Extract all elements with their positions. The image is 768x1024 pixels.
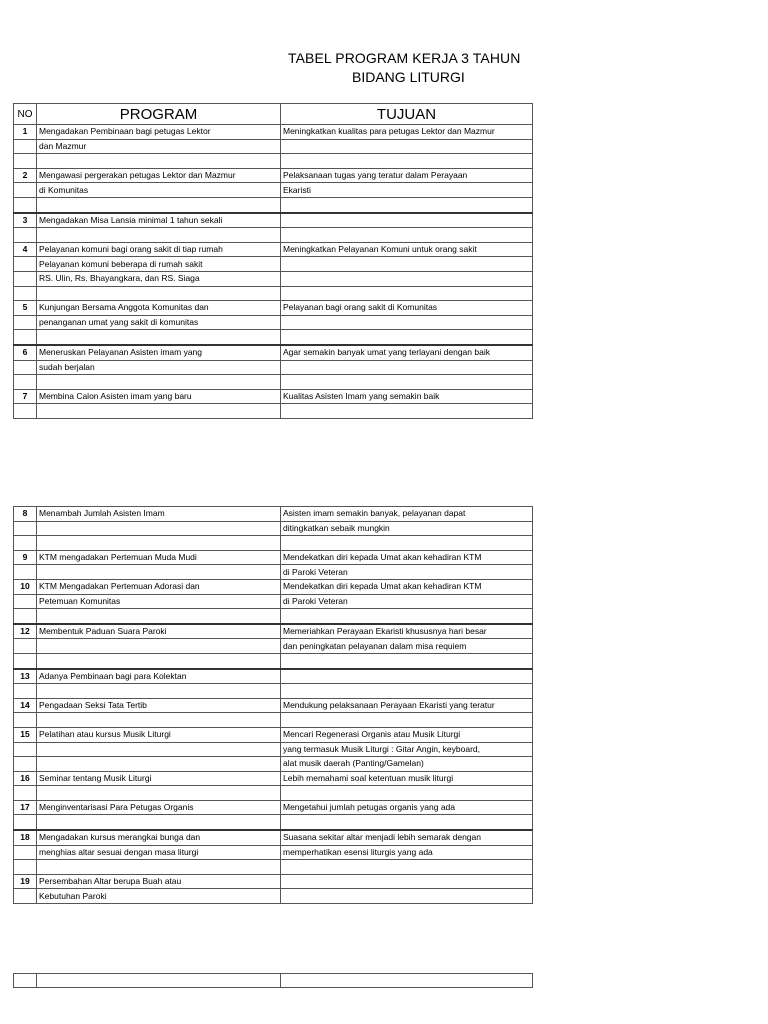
cell-tujuan: memperhatikan esensi liturgis yang ada bbox=[281, 845, 533, 860]
cell-program bbox=[37, 815, 281, 830]
cell-no bbox=[14, 565, 37, 580]
cell-tujuan bbox=[281, 404, 533, 419]
table-row bbox=[14, 536, 533, 551]
cell-no bbox=[14, 315, 37, 330]
cell-tujuan bbox=[281, 786, 533, 801]
table-row bbox=[14, 639, 533, 654]
cell-no bbox=[14, 375, 37, 390]
table-row bbox=[14, 594, 533, 609]
cell-tujuan bbox=[281, 669, 533, 684]
cell-program bbox=[37, 404, 281, 419]
table-row bbox=[14, 345, 533, 360]
cell-program bbox=[37, 757, 281, 772]
cell-no bbox=[14, 845, 37, 860]
cell-tujuan: Memeriahkan Perayaan Ekaristi khususnya hari besar bbox=[281, 624, 533, 639]
cell-tujuan: Asisten imam semakin banyak, pelayanan dapat bbox=[281, 507, 533, 522]
cell-no: 5 bbox=[14, 301, 37, 316]
table-row bbox=[14, 889, 533, 904]
cell-no bbox=[14, 139, 37, 154]
cell-tujuan bbox=[281, 257, 533, 272]
cell-tujuan: Ekaristi bbox=[281, 183, 533, 198]
cell-program bbox=[37, 684, 281, 699]
cell-no: 15 bbox=[14, 727, 37, 742]
cell-tujuan: Mengetahui jumlah petugas organis yang ada bbox=[281, 800, 533, 815]
cell-tujuan bbox=[281, 375, 533, 390]
table-row bbox=[14, 565, 533, 580]
table-row bbox=[14, 330, 533, 345]
cell-tujuan: ditingkatkan sebaik mungkin bbox=[281, 521, 533, 536]
cell-tujuan: yang termasuk Musik Liturgi : Gitar Angin, keyboard, bbox=[281, 742, 533, 757]
table-row bbox=[14, 507, 533, 522]
cell-program bbox=[37, 330, 281, 345]
table-row bbox=[14, 624, 533, 639]
cell-tujuan bbox=[281, 315, 533, 330]
table-row bbox=[14, 830, 533, 845]
cell-no: 12 bbox=[14, 624, 37, 639]
table-row bbox=[14, 360, 533, 375]
cell-tujuan bbox=[281, 213, 533, 228]
cell-program: Kebutuhan Paroki bbox=[37, 889, 281, 904]
cell-tujuan: Mencari Regenerasi Organis atau Musik Liturgi bbox=[281, 727, 533, 742]
cell-no bbox=[14, 757, 37, 772]
cell-no bbox=[14, 183, 37, 198]
cell-tujuan: Mendekatkan diri kepada Umat akan kehadiran KTM bbox=[281, 550, 533, 565]
cell-program: Membina Calon Asisten imam yang baru bbox=[37, 389, 281, 404]
cell-no bbox=[14, 653, 37, 668]
cell-program bbox=[37, 228, 281, 243]
table-row bbox=[14, 242, 533, 257]
table-row bbox=[14, 228, 533, 243]
cell-tujuan: di Paroki Veteran bbox=[281, 565, 533, 580]
cell-no: 6 bbox=[14, 345, 37, 360]
cell-no bbox=[14, 286, 37, 301]
cell-no bbox=[14, 536, 37, 551]
cell-no bbox=[14, 594, 37, 609]
cell-no bbox=[14, 154, 37, 169]
cell-tujuan bbox=[281, 536, 533, 551]
cell-no: 16 bbox=[14, 771, 37, 786]
cell-no bbox=[14, 521, 37, 536]
cell-program: Adanya Pembinaan bagi para Kolektan bbox=[37, 669, 281, 684]
cell-tujuan: Pelayanan bagi orang sakit di Komunitas bbox=[281, 301, 533, 316]
cell-program bbox=[37, 786, 281, 801]
table-row bbox=[14, 800, 533, 815]
cell-no bbox=[14, 974, 37, 988]
table-row bbox=[14, 579, 533, 594]
table-row bbox=[14, 609, 533, 624]
cell-no bbox=[14, 742, 37, 757]
table-row bbox=[14, 301, 533, 316]
cell-program bbox=[37, 639, 281, 654]
table-row bbox=[14, 139, 533, 154]
cell-tujuan bbox=[281, 197, 533, 212]
cell-no: 4 bbox=[14, 242, 37, 257]
cell-tujuan: Mendukung pelaksanaan Perayaan Ekaristi yang teratur bbox=[281, 698, 533, 713]
cell-no bbox=[14, 639, 37, 654]
cell-no: 3 bbox=[14, 213, 37, 228]
table-row bbox=[14, 684, 533, 699]
cell-program: menghias altar sesuai dengan masa liturgi bbox=[37, 845, 281, 860]
cell-program: Menginventarisasi Para Petugas Organis bbox=[37, 800, 281, 815]
cell-tujuan: Mendekatkan diri kepada Umat akan kehadiran KTM bbox=[281, 579, 533, 594]
cell-tujuan: di Paroki Veteran bbox=[281, 594, 533, 609]
cell-no bbox=[14, 815, 37, 830]
table-row bbox=[14, 771, 533, 786]
cell-no bbox=[14, 271, 37, 286]
table-row bbox=[14, 669, 533, 684]
cell-tujuan: alat musik daerah (Panting/Gamelan) bbox=[281, 757, 533, 772]
table-row bbox=[14, 727, 533, 742]
page-title: TABEL PROGRAM KERJA 3 TAHUN bbox=[288, 50, 521, 66]
table-row bbox=[14, 713, 533, 728]
cell-tujuan bbox=[281, 874, 533, 889]
cell-program bbox=[37, 375, 281, 390]
cell-tujuan: Pelaksanaan tugas yang teratur dalam Perayaan bbox=[281, 168, 533, 183]
header-no: NO bbox=[14, 104, 37, 125]
header-tujuan: TUJUAN bbox=[281, 104, 533, 125]
cell-tujuan bbox=[281, 330, 533, 345]
cell-program: Membentuk Paduan Suara Paroki bbox=[37, 624, 281, 639]
cell-tujuan: Lebih memahami soal ketentuan musik liturgi bbox=[281, 771, 533, 786]
table-row bbox=[14, 197, 533, 212]
program-table-part-2 bbox=[13, 506, 533, 904]
cell-program bbox=[37, 609, 281, 624]
cell-tujuan: Suasana sekitar altar menjadi lebih semarak dengan bbox=[281, 830, 533, 845]
cell-no: 18 bbox=[14, 830, 37, 845]
cell-tujuan bbox=[281, 815, 533, 830]
cell-program bbox=[37, 653, 281, 668]
cell-tujuan bbox=[281, 974, 533, 988]
cell-program: Petemuan Komunitas bbox=[37, 594, 281, 609]
cell-no: 9 bbox=[14, 550, 37, 565]
table-row bbox=[14, 257, 533, 272]
table-row bbox=[14, 521, 533, 536]
cell-program: Pengadaan Seksi Tata Tertib bbox=[37, 698, 281, 713]
cell-program bbox=[37, 286, 281, 301]
cell-program: Mengadakan Pembinaan bagi petugas Lektor bbox=[37, 125, 281, 140]
table-row bbox=[14, 786, 533, 801]
cell-program bbox=[37, 974, 281, 988]
cell-no: 13 bbox=[14, 669, 37, 684]
cell-no: 17 bbox=[14, 800, 37, 815]
table-row bbox=[14, 168, 533, 183]
table-row bbox=[14, 757, 533, 772]
cell-no: 8 bbox=[14, 507, 37, 522]
cell-program: Kunjungan Bersama Anggota Komunitas dan bbox=[37, 301, 281, 316]
table-row bbox=[14, 286, 533, 301]
table-row bbox=[14, 874, 533, 889]
header-program: PROGRAM bbox=[37, 104, 281, 125]
cell-no: 10 bbox=[14, 579, 37, 594]
cell-program: penanganan umat yang sakit di komunitas bbox=[37, 315, 281, 330]
cell-program bbox=[37, 565, 281, 580]
cell-no bbox=[14, 713, 37, 728]
cell-no bbox=[14, 609, 37, 624]
cell-program: Meneruskan Pelayanan Asisten imam yang bbox=[37, 345, 281, 360]
page-subtitle: BIDANG LITURGI bbox=[352, 69, 465, 85]
table-row bbox=[14, 815, 533, 830]
cell-tujuan bbox=[281, 889, 533, 904]
cell-program: Pelayanan komuni bagi orang sakit di tiap rumah bbox=[37, 242, 281, 257]
cell-no bbox=[14, 684, 37, 699]
cell-program: Pelatihan atau kursus Musik Liturgi bbox=[37, 727, 281, 742]
cell-program: di Komunitas bbox=[37, 183, 281, 198]
cell-tujuan: dan peningkatan pelayanan dalam misa requiem bbox=[281, 639, 533, 654]
cell-program: sudah berjalan bbox=[37, 360, 281, 375]
cell-program: RS. Ulin, Rs. Bhayangkara, dan RS. Siaga bbox=[37, 271, 281, 286]
cell-program: Mengadakan kursus merangkai bunga dan bbox=[37, 830, 281, 845]
cell-program: Menambah Jumlah Asisten Imam bbox=[37, 507, 281, 522]
cell-no bbox=[14, 360, 37, 375]
cell-program: KTM Mengadakan Pertemuan Adorasi dan bbox=[37, 579, 281, 594]
table-header-row bbox=[14, 104, 533, 125]
cell-no: 19 bbox=[14, 874, 37, 889]
cell-no: 7 bbox=[14, 389, 37, 404]
table-row bbox=[14, 183, 533, 198]
cell-no: 14 bbox=[14, 698, 37, 713]
cell-tujuan: Meningkatkan kualitas para petugas Lektor dan Mazmur bbox=[281, 125, 533, 140]
cell-no bbox=[14, 860, 37, 875]
cell-no bbox=[14, 197, 37, 212]
table-row bbox=[14, 375, 533, 390]
cell-tujuan bbox=[281, 653, 533, 668]
table-row bbox=[14, 154, 533, 169]
cell-no bbox=[14, 228, 37, 243]
table-row bbox=[14, 742, 533, 757]
table-row bbox=[14, 860, 533, 875]
cell-tujuan bbox=[281, 271, 533, 286]
cell-no: 2 bbox=[14, 168, 37, 183]
cell-tujuan bbox=[281, 684, 533, 699]
table-row bbox=[14, 550, 533, 565]
table-row bbox=[14, 213, 533, 228]
table-row bbox=[14, 271, 533, 286]
cell-program bbox=[37, 197, 281, 212]
table-row bbox=[14, 653, 533, 668]
cell-tujuan: Agar semakin banyak umat yang terlayani dengan baik bbox=[281, 345, 533, 360]
cell-program bbox=[37, 154, 281, 169]
cell-tujuan: Meningkatkan Pelayanan Komuni untuk orang sakit bbox=[281, 242, 533, 257]
cell-tujuan bbox=[281, 360, 533, 375]
cell-tujuan bbox=[281, 860, 533, 875]
cell-tujuan bbox=[281, 228, 533, 243]
cell-program bbox=[37, 521, 281, 536]
cell-program: Pelayanan komuni beberapa di rumah sakit bbox=[37, 257, 281, 272]
cell-no bbox=[14, 330, 37, 345]
table-row bbox=[14, 389, 533, 404]
cell-program: Seminar tentang Musik Liturgi bbox=[37, 771, 281, 786]
table-row bbox=[14, 404, 533, 419]
cell-program bbox=[37, 860, 281, 875]
cell-program bbox=[37, 713, 281, 728]
cell-tujuan bbox=[281, 154, 533, 169]
table-row bbox=[14, 845, 533, 860]
cell-tujuan bbox=[281, 139, 533, 154]
cell-no bbox=[14, 889, 37, 904]
program-table-part-1 bbox=[13, 103, 533, 419]
cell-program: dan Mazmur bbox=[37, 139, 281, 154]
cell-no bbox=[14, 404, 37, 419]
cell-program: Persembahan Altar berupa Buah atau bbox=[37, 874, 281, 889]
table-row bbox=[14, 974, 533, 988]
cell-tujuan: Kualitas Asisten Imam yang semakin baik bbox=[281, 389, 533, 404]
cell-no: 1 bbox=[14, 125, 37, 140]
cell-no bbox=[14, 257, 37, 272]
cell-program bbox=[37, 536, 281, 551]
cell-program: Mengadakan Misa Lansia minimal 1 tahun sekali bbox=[37, 213, 281, 228]
cell-no bbox=[14, 786, 37, 801]
cell-tujuan bbox=[281, 609, 533, 624]
cell-program: Mengawasi pergerakan petugas Lektor dan Mazmur bbox=[37, 168, 281, 183]
table-row bbox=[14, 125, 533, 140]
program-table-part-3 bbox=[13, 973, 533, 988]
cell-program bbox=[37, 742, 281, 757]
table-row bbox=[14, 698, 533, 713]
table-row bbox=[14, 315, 533, 330]
cell-tujuan bbox=[281, 713, 533, 728]
cell-program: KTM mengadakan Pertemuan Muda Mudi bbox=[37, 550, 281, 565]
cell-tujuan bbox=[281, 286, 533, 301]
